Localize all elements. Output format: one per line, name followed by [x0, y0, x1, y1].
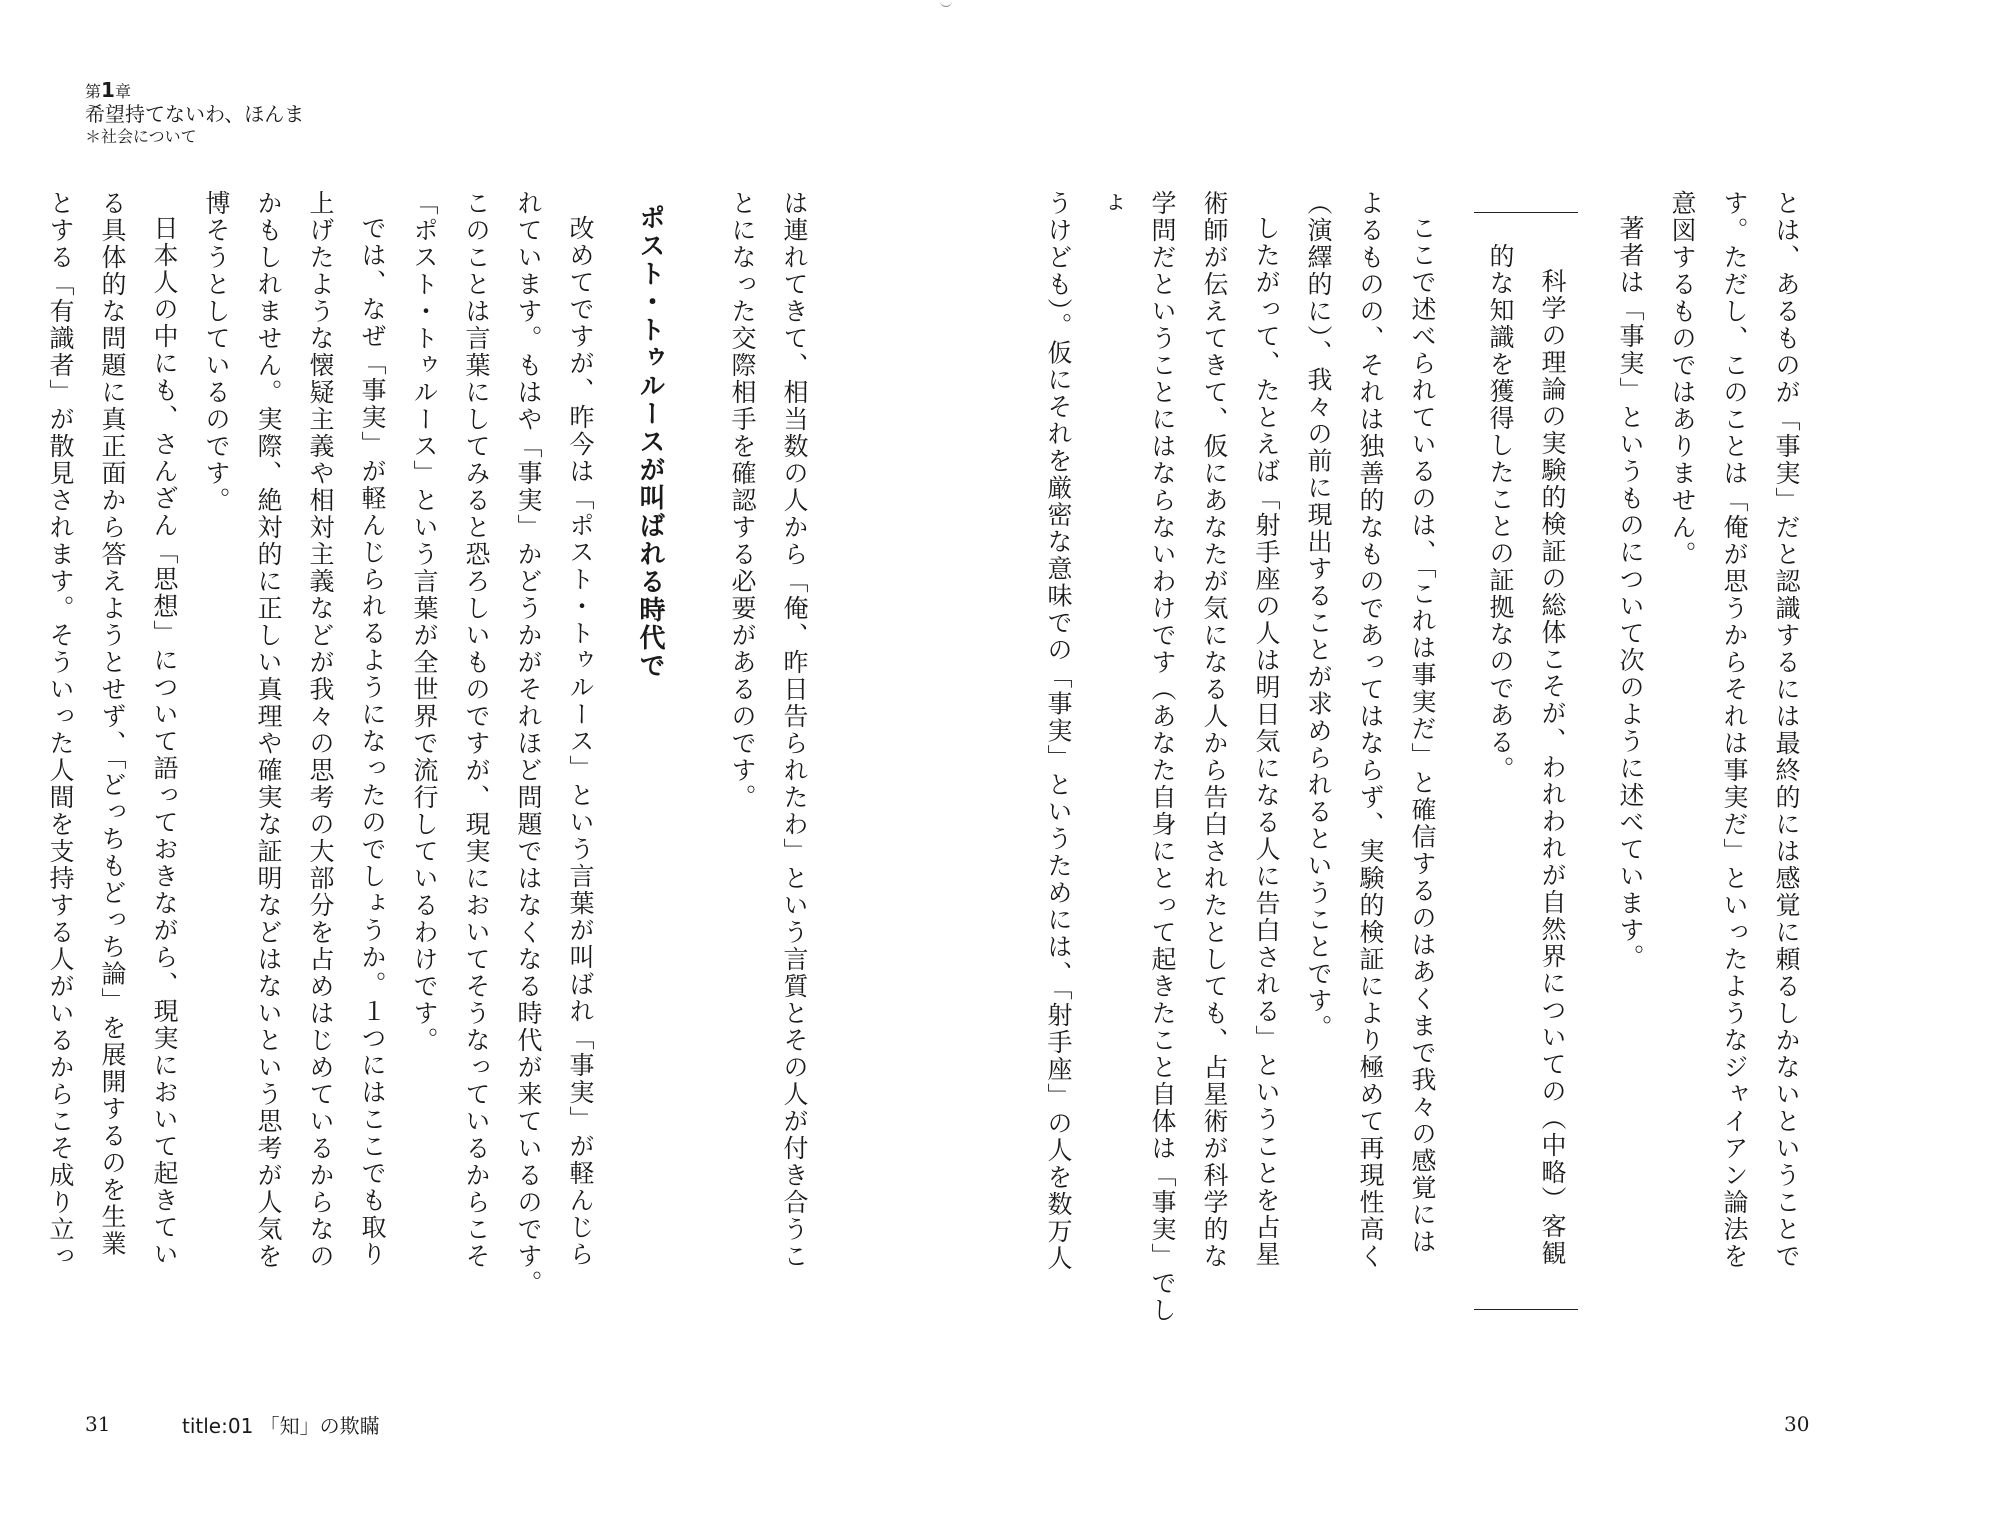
section-heading: ポスト・トゥルースが叫ばれる時代で	[635, 204, 665, 680]
text-column: ここで述べられているのは、「これは事実だ」と確信するのはあくまで我々の感覚には	[1408, 215, 1437, 1256]
text-column: 上げたような懐疑主義や相対主義などが我々の思考の大部分を占めはじめているからなの	[306, 190, 335, 1270]
text-column: 博そうとしているのです。	[202, 190, 231, 514]
left-page-body	[34, 190, 820, 1350]
text-column: は連れてきて、相当数の人から「俺、昨日告られたわ」という言質とその人が付き合うこ	[780, 190, 809, 1270]
page-number-right: 30	[1784, 1412, 1810, 1436]
chapter-subtitle: ＊社会について	[85, 126, 197, 146]
text-column: る具体的な問題に真正面から答えようとせず、「どっちもどっち論」を展開するのを生業	[98, 190, 127, 1258]
text-column: れています。もはや「事実」かどうかがそれほど問題ではなくなる時代が来ているのです。	[514, 190, 543, 1297]
text-column: 著者は「事実」というものについて次のように述べています。	[1616, 215, 1645, 971]
text-column: 術師が伝えてきて、仮にあなたが気になる人から告白されたとしても、占星術が科学的な	[1200, 190, 1229, 1270]
chapter-header	[85, 78, 304, 146]
page-30	[1044, 190, 1812, 1350]
text-column: とになった交際相手を確認する必要があるのです。	[728, 190, 757, 811]
text-column: 学問だということにはならないわけです（あなた自身にとって起きたこと自体は「事実」でしょ	[1096, 190, 1177, 1324]
text-column: す。ただし、このことは「俺が思うからそれは事実だ」といったようなジャイアン論法を	[1720, 190, 1749, 1270]
quote-slot	[1474, 190, 1578, 1350]
quote-line: 的な知識を獲得したことの証拠なのである。	[1486, 243, 1515, 783]
text-column: このことは言葉にしてみると恐ろしいものですが、現実においてそうなっているからこそ	[462, 190, 491, 1270]
right-page-body	[1032, 190, 1812, 1350]
text-column: とは、あるものが「事実」だと認識するには最終的には感覚に頼るしかないということで	[1772, 190, 1801, 1270]
text-column: 「ポスト・トゥルース」という言葉が全世界で流行しているわけです。	[410, 190, 439, 1054]
text-column: かもしれません。実際、絶対的に正しい真理や確実な証明などはないという思考が人気を	[254, 190, 283, 1270]
text-column: うけども）。仮にそれを厳密な意味での「事実」というためには、「射手座」の人を数万人	[1044, 190, 1073, 1272]
running-head: title:01 「知」の欺瞞	[182, 1414, 380, 1438]
crop-mark	[940, 0, 952, 7]
quote-line: 科学の理論の実験的検証の総体こそが、われわれが自然界についての（中略）客観	[1538, 268, 1567, 1267]
text-column: よるものの、それは独善的なものであってはならず、実験的検証により極めて再現性高く	[1356, 190, 1385, 1270]
chapter-title: 希望持てないわ、ほんま	[85, 102, 305, 127]
block-quote	[1474, 212, 1578, 1310]
chapter-label: 第1章	[85, 78, 131, 102]
text-column: 意図するものではありません。	[1668, 190, 1697, 568]
page-number-left: 31	[85, 1412, 111, 1436]
text-column: とする「有識者」が散見されます。そういった人間を支持する人がいるからこそ成り立っ	[46, 190, 75, 1270]
text-column: 日本人の中にも、さんざん「思想」について語っておきながら、現実において起きてい	[150, 215, 179, 1268]
text-column: では、なぜ「事実」が軽んじられるようになったのでしょうか。１つにはここでも取り	[358, 215, 387, 1268]
text-column: したがって、たとえば「射手座の人は明日気になる人に告白される」ということを占星	[1252, 215, 1281, 1268]
page-31	[46, 190, 820, 1350]
text-column: 改めてですが、昨今は「ポスト・トゥルース」という言葉が叫ばれ「事実」が軽んじら	[566, 215, 595, 1268]
text-column: （演繹的に）、我々の前に現出することが求められるということです。	[1304, 190, 1333, 1042]
